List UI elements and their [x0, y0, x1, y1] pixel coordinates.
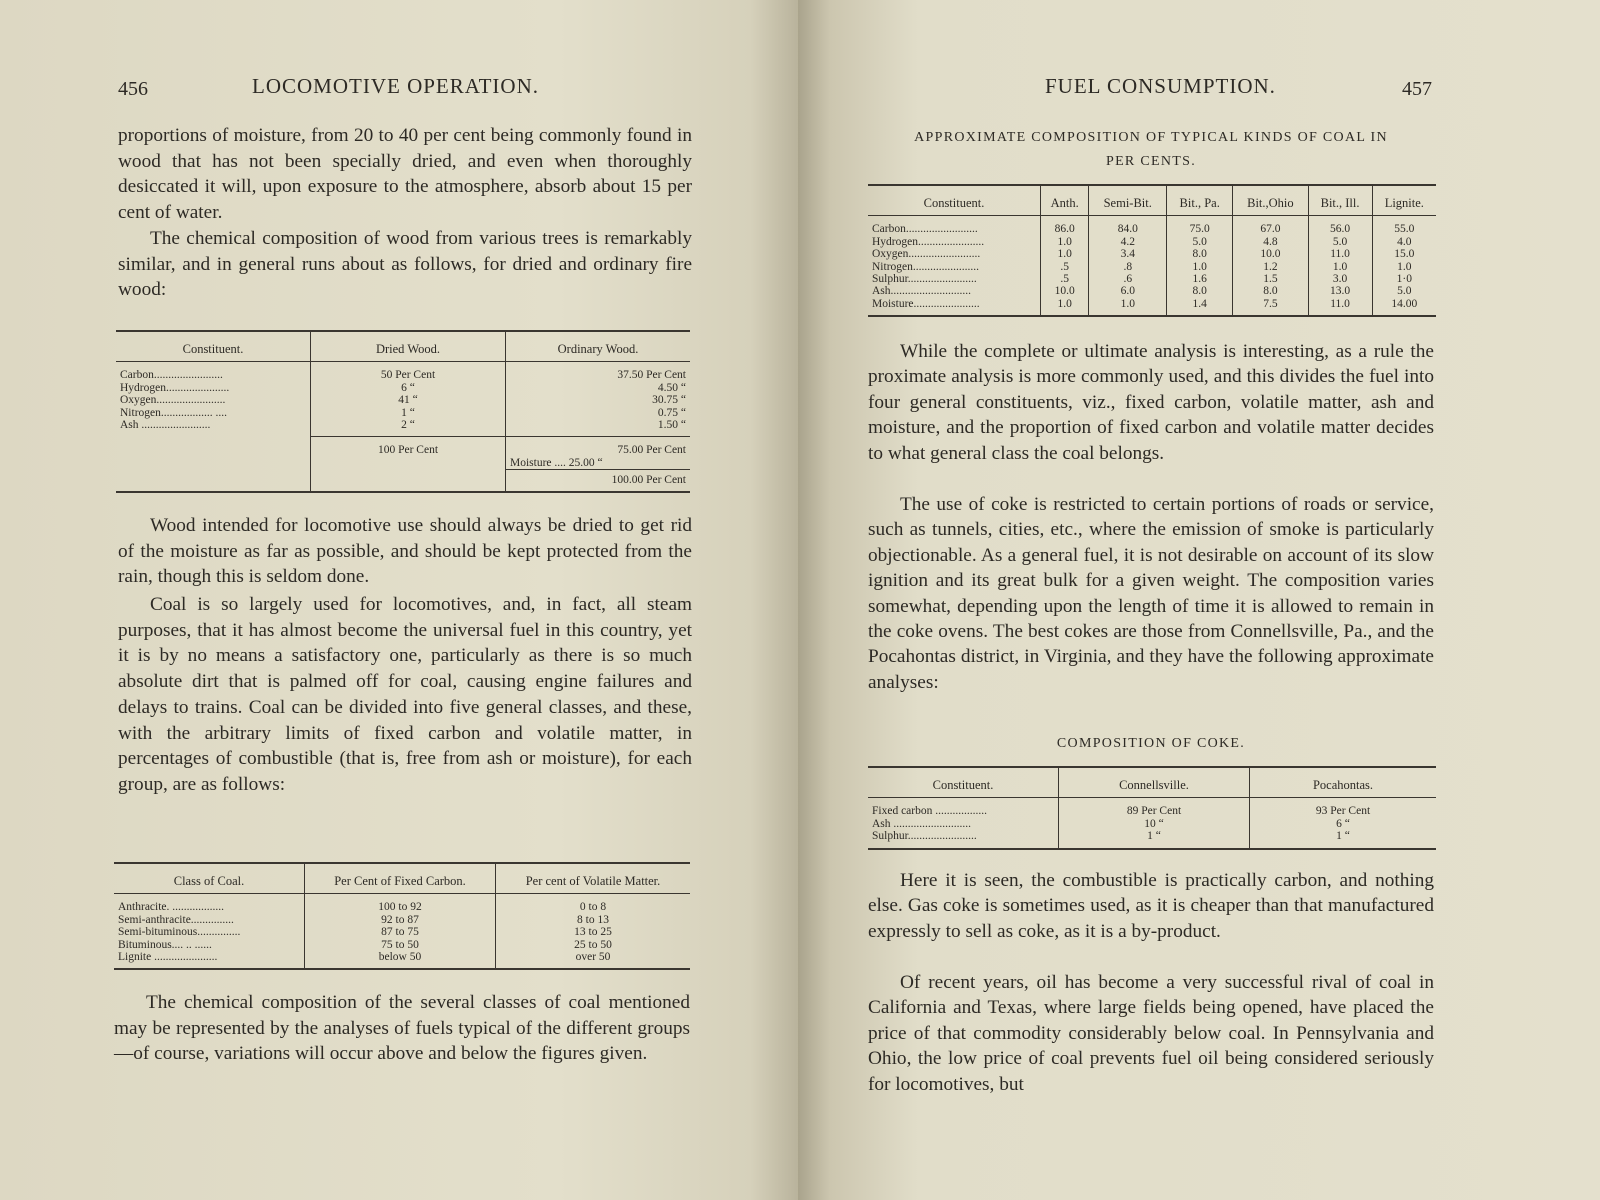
- value-cell: 3.0: [1308, 273, 1372, 285]
- value-cell: 5.0: [1372, 285, 1436, 297]
- constituent-cell: Sulphur........................: [872, 830, 977, 843]
- value-cell: 8.0: [1167, 248, 1233, 260]
- wood-composition-table: [116, 330, 690, 493]
- table-total-row: [116, 437, 690, 470]
- table-row: [114, 951, 690, 969]
- column-header: Constituent.: [116, 331, 311, 362]
- ordinary-wood-subtotal: [506, 437, 691, 470]
- value-cell: 11.0: [1308, 248, 1372, 260]
- constituent-cell: Ash ........................: [120, 419, 211, 432]
- value-cell: 10.0: [1233, 248, 1308, 260]
- right-paragraph-1: While the complete or ultimate analysis is interesting, as a rule the proximate analysis is more commonly used, and this divides the fuel into four general constituents, viz., fixed carbon, volatile matter, ash and moisture, and the proportion of fixed carbon and volatile matter decides to what general class the coal belongs.: [868, 341, 1434, 464]
- left-paragraph-3: Wood intended for locomotive use should always be dried to get rid of the moisture as far as possible, and should be kept protected from the rain, though this is seldom done.: [118, 515, 692, 588]
- table-header-row: [116, 331, 690, 362]
- constituent-cell: Ash............................: [872, 285, 972, 298]
- value-cell: 86.0: [1041, 216, 1089, 236]
- left-running-head: LOCOMOTIVE OPERATION.: [252, 74, 539, 98]
- value-cell: 56.0: [1308, 216, 1372, 236]
- class-cell: Semi-anthracite...............: [118, 913, 234, 926]
- value-cell: 6.0: [1089, 285, 1167, 297]
- table-row: [116, 419, 690, 437]
- table-row: [114, 926, 690, 938]
- value-cell: 1.4: [1167, 298, 1233, 316]
- value-cell: .6: [1089, 273, 1167, 285]
- table-row: [868, 298, 1436, 316]
- coal-table-caption: [868, 130, 1434, 170]
- value-cell: 84.0: [1089, 216, 1167, 236]
- connellsville-cell: 10 “: [1059, 818, 1250, 830]
- class-cell: Lignite ......................: [118, 951, 218, 964]
- table-row: [116, 407, 690, 419]
- coal-caption-line-1: APPROXIMATE COMPOSITION OF TYPICAL KINDS OF COAL IN: [914, 130, 1388, 145]
- fixed-carbon-cell: 100 to 92: [305, 894, 496, 914]
- volatile-matter-cell: 25 to 50: [496, 939, 691, 951]
- table-row: [868, 236, 1436, 248]
- column-header: Per cent of Volatile Matter.: [496, 863, 691, 894]
- volatile-matter-cell: 8 to 13: [496, 914, 691, 926]
- value-cell: 75.0: [1167, 216, 1233, 236]
- ordinary-wood-cell: 30.75 “: [506, 394, 691, 406]
- table-row: [114, 939, 690, 951]
- value-cell: 7.5: [1233, 298, 1308, 316]
- value-cell: 1.0: [1041, 298, 1089, 316]
- value-cell: 4.8: [1233, 236, 1308, 248]
- dried-wood-cell: 41 “: [311, 394, 506, 406]
- value-cell: 1.0: [1308, 261, 1372, 273]
- value-cell: 8.0: [1167, 285, 1233, 297]
- constituent-cell: Hydrogen......................: [120, 381, 230, 394]
- ordinary-wood-cell: 0.75 “: [506, 407, 691, 419]
- moisture-row: [510, 457, 686, 469]
- table-row: [116, 394, 690, 406]
- value-cell: 1.0: [1167, 261, 1233, 273]
- column-header: Constituent.: [868, 767, 1059, 798]
- table-row: [114, 894, 690, 914]
- constituent-cell: Moisture.......................: [872, 297, 980, 310]
- right-page-number: 457: [1402, 78, 1432, 100]
- right-paragraph-4: Of recent years, oil has become a very successful rival of coal in California and Texas, where large fields being opened, have placed the price of that commodity considerably below coal. In Pennsylvania and Ohio, the low price of coal prevents fuel oil being considered seriously for locomotives, but: [868, 972, 1434, 1095]
- constituent-cell: Nitrogen.................. ....: [120, 406, 228, 419]
- value-cell: 10.0: [1041, 285, 1089, 297]
- table-row: [868, 818, 1436, 830]
- value-cell: 5.0: [1167, 236, 1233, 248]
- value-cell: .5: [1041, 261, 1089, 273]
- right-paragraph-2: The use of coke is restricted to certain portions of roads or service, such as tunnels, cities, etc., where the emission of smoke is particularly objectionable. As a general fuel, it is not desirable on account of its slow ignition and its great bulk for a given weight. The composition varies somewhat, depending upon the length of time it is allowed to remain in the coke ovens. The best cokes are those from Connellsville, Pa., and the Pocahontas district, in Virginia, and they have the following approximate analyses:: [868, 494, 1434, 693]
- column-header: Bit., Ill.: [1308, 185, 1372, 216]
- left-paragraph-4: Coal is so largely used for locomotives, and, in fact, all steam purposes, that it has almost become the universal fuel in this country, yet it is by no means a satisfactory one, particularly as there is so much absolute dirt that is palmed off for coal, causing engine failures and delays to trains. Coal can be divided into five general classes, and these, with the arbitrary limits of fixed carbon and volatile matter, in percentages of combustible (that is, free from ash or moisture), for each group, are as follows:: [118, 594, 692, 795]
- dried-wood-cell: 50 Per Cent: [311, 362, 506, 382]
- value-cell: 5.0: [1308, 236, 1372, 248]
- value-cell: 3.4: [1089, 248, 1167, 260]
- table-row: [116, 382, 690, 394]
- column-header: Dried Wood.: [311, 331, 506, 362]
- coal-class-table: [114, 862, 690, 970]
- value-cell: 1.0: [1041, 248, 1089, 260]
- value-cell: 11.0: [1308, 298, 1372, 316]
- value-cell: 13.0: [1308, 285, 1372, 297]
- fixed-carbon-cell: 87 to 75: [305, 926, 496, 938]
- left-page: [0, 0, 798, 1200]
- value-cell: .5: [1041, 273, 1089, 285]
- pocahontas-cell: 1 “: [1250, 830, 1437, 848]
- table-row: [868, 798, 1436, 818]
- moisture-label: Moisture ....: [510, 456, 566, 469]
- column-header: Lignite.: [1372, 185, 1436, 216]
- value-cell: 14.00: [1372, 298, 1436, 316]
- right-page: [798, 0, 1600, 1200]
- column-header: Anth.: [1041, 185, 1089, 216]
- fixed-carbon-cell: 75 to 50: [305, 939, 496, 951]
- table-header-row: [114, 863, 690, 894]
- table-header-row: [868, 767, 1436, 798]
- table-row: [116, 362, 690, 382]
- left-page-number: 456: [118, 78, 148, 100]
- value-cell: 4.2: [1089, 236, 1167, 248]
- constituent-cell: Carbon.........................: [872, 223, 978, 236]
- class-cell: Bituminous.... .. ......: [118, 938, 212, 951]
- right-running-head: FUEL CONSUMPTION.: [1045, 74, 1276, 98]
- ordinary-wood-subtotal-value: 75.00 Per Cent: [617, 444, 686, 457]
- ordinary-wood-cell: 1.50 “: [506, 419, 691, 437]
- table-row: [868, 830, 1436, 848]
- constituent-cell: Nitrogen.......................: [872, 260, 980, 273]
- column-header: Per Cent of Fixed Carbon.: [305, 863, 496, 894]
- column-header: Pocahontas.: [1250, 767, 1437, 798]
- class-cell: Anthracite. ..................: [118, 901, 225, 914]
- volatile-matter-cell: 0 to 8: [496, 894, 691, 914]
- constituent-cell: Oxygen........................: [120, 394, 226, 407]
- coal-caption-line-2: PER CENTS.: [1105, 154, 1196, 169]
- value-cell: 67.0: [1233, 216, 1308, 236]
- value-cell: 55.0: [1372, 216, 1436, 236]
- column-header: Bit.,Ohio: [1233, 185, 1308, 216]
- value-cell: 1.0: [1089, 298, 1167, 316]
- table-row: [114, 914, 690, 926]
- value-cell: 1.0: [1372, 261, 1436, 273]
- dried-wood-cell: 1 “: [311, 407, 506, 419]
- coke-composition-table: [868, 766, 1436, 850]
- constituent-cell: Ash ...........................: [872, 817, 972, 830]
- ordinary-wood-total: 100.00 Per Cent: [506, 470, 691, 492]
- connellsville-cell: 89 Per Cent: [1059, 798, 1250, 818]
- table-row: [868, 216, 1436, 236]
- constituent-cell: Fixed carbon ..................: [872, 805, 987, 818]
- table-grand-total-row: [116, 470, 690, 492]
- coke-table-caption: COMPOSITION OF COKE.: [1056, 736, 1246, 751]
- column-header: Connellsville.: [1059, 767, 1250, 798]
- table-row: [868, 273, 1436, 285]
- column-header: Ordinary Wood.: [506, 331, 691, 362]
- dried-wood-cell: 6 “: [311, 382, 506, 394]
- ordinary-wood-cell: 4.50 “: [506, 382, 691, 394]
- moisture-value: 25.00 “: [568, 456, 603, 469]
- table-row: [868, 248, 1436, 260]
- column-header: Constituent.: [868, 185, 1041, 216]
- class-cell: Semi-bituminous...............: [118, 926, 241, 939]
- column-header: Class of Coal.: [114, 863, 305, 894]
- coal-composition-table: [868, 184, 1436, 317]
- constituent-cell: Hydrogen.......................: [872, 235, 985, 248]
- connellsville-cell: 1 “: [1059, 830, 1250, 848]
- pocahontas-cell: 93 Per Cent: [1250, 798, 1437, 818]
- value-cell: .8: [1089, 261, 1167, 273]
- column-header: Bit., Pa.: [1167, 185, 1233, 216]
- value-cell: 4.0: [1372, 236, 1436, 248]
- volatile-matter-cell: over 50: [496, 951, 691, 969]
- constituent-cell: Oxygen.........................: [872, 248, 981, 261]
- ordinary-wood-cell: 37.50 Per Cent: [506, 362, 691, 382]
- value-cell: 1.5: [1233, 273, 1308, 285]
- value-cell: 1.6: [1167, 273, 1233, 285]
- value-cell: 15.0: [1372, 248, 1436, 260]
- value-cell: 8.0: [1233, 285, 1308, 297]
- column-header: Semi-Bit.: [1089, 185, 1167, 216]
- volatile-matter-cell: 13 to 25: [496, 926, 691, 938]
- constituent-cell: Sulphur........................: [872, 273, 977, 286]
- fixed-carbon-cell: below 50: [305, 951, 496, 969]
- table-row: [868, 285, 1436, 297]
- right-paragraph-3: Here it is seen, the combustible is practically carbon, and nothing else. Gas coke is sometimes used, as it is cheaper than that manufactured expressly to sell as coke, as it is a by-product.: [868, 870, 1434, 942]
- value-cell: 1.2: [1233, 261, 1308, 273]
- dried-wood-cell: 2 “: [311, 419, 506, 437]
- table-row: [868, 261, 1436, 273]
- left-paragraph-1: proportions of moisture, from 20 to 40 per cent being commonly found in wood that has not been specially dried, and even when thoroughly desiccated it will, upon exposure to the atmosphere, absorb about 15 per cent of water.: [118, 125, 692, 224]
- fixed-carbon-cell: 92 to 87: [305, 914, 496, 926]
- value-cell: 1·0: [1372, 273, 1436, 285]
- pocahontas-cell: 6 “: [1250, 818, 1437, 830]
- dried-wood-total: 100 Per Cent: [311, 437, 506, 470]
- table-header-row: [868, 185, 1436, 216]
- left-paragraph-2: The chemical composition of wood from various trees is remarkably similar, and in general runs about as follows, for dried and ordinary fire wood:: [118, 228, 692, 301]
- left-paragraph-5: The chemical composition of the several classes of coal mentioned may be represented by the analyses of fuels typical of the different groups—of course, variations will occur above and below the figures given.: [114, 992, 690, 1065]
- value-cell: 1.0: [1041, 236, 1089, 248]
- constituent-cell: Carbon........................: [120, 369, 223, 382]
